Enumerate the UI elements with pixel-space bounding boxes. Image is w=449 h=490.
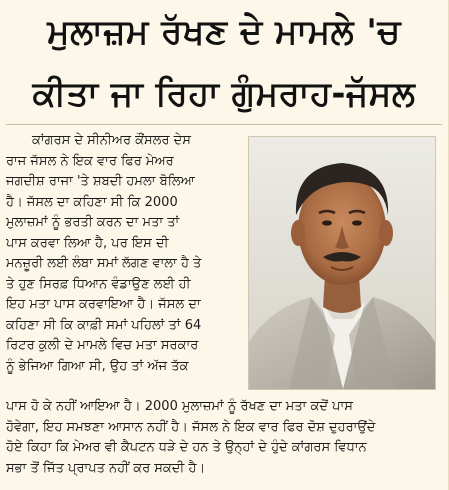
headline-line-1: ਮੁਲਾਜ਼ਮ ਰੱਖਣ ਦੇ ਮਾਮਲੇ 'ਚ	[47, 12, 401, 52]
article-line: ਰਾਜ ਜੱਸਲ ਨੇ ਇਕ ਵਾਰ ਫਿਰ ਮੇਅਰ	[6, 153, 174, 169]
article-line: ਪਾਸ ਹੋ ਕੇ ਨਹੀਂ ਆਇਆ ਹੈ। 2000 ਮੁਲਾਜ਼ਮਾਂ ਨੂੰ ਰੱਖਣ ਦਾ ਮਤਾ ਕਦੋਂ ਪਾਸ	[6, 399, 353, 414]
article-line: ਹੋਵੇਗਾ, ਇਹ ਸਮਝਣਾ ਆਸਾਨ ਨਹੀਂ ਹੈ। ਜੱਸਲ ਨੇ ਇਕ ਵਾਰ ਫਿਰ ਦੋਸ਼ ਦੁਹਰਾਉਂਦੇ	[6, 419, 376, 435]
portrait-photo	[248, 136, 436, 390]
article-line: ਕਾਂਗਰਸ ਦੇ ਸੀਨੀਅਰ ਕੌਂਸਲਰ ਦੇਸ	[32, 133, 191, 148]
article-line: ਪਾਸ ਕਰਵਾ ਲਿਆ ਹੈ, ਪਰ ਇਸ ਦੀ	[6, 235, 169, 251]
article-line: ਰਿਟਰ ਕੁਲੀ ਦੇ ਮਾਮਲੇ ਵਿਚ ਮਤਾ ਸਰਕਾਰ	[6, 338, 199, 353]
article-line: ਨੂੰ ਭੇਜਿਆ ਗਿਆ ਸੀ, ਉਹ ਤਾਂ ਅੱਜ ਤੱਕ	[6, 358, 189, 374]
article-line: ਕਹਿਣਾ ਸੀ ਕਿ ਕਾਫ਼ੀ ਸਮਾਂ ਪਹਿਲਾਂ ਤਾਂ 64	[6, 317, 202, 333]
article-column-text	[6, 131, 242, 377]
portrait-illustration	[249, 137, 435, 389]
article-line: ਜਗਦੀਸ਼ ਰਾਜਾ 'ਤੇ ਸ਼ਬਦੀ ਹਮਲਾ ਬੋਲਿਆ	[6, 174, 195, 189]
article-line: ਮਨਜ਼ੂਰੀ ਲਈ ਲੰਬਾ ਸਮਾਂ ਲੱਗਣ ਵਾਲਾ ਹੈ ਤੇ	[6, 256, 202, 271]
article-line: ਹੈ। ਜੱਸਲ ਦਾ ਕਹਿਣਾ ਸੀ ਕਿ 2000	[6, 194, 178, 210]
headline-divider	[6, 124, 442, 125]
article-line: ਤੇ ਹੁਣ ਸਿਰਫ਼ ਧਿਆਨ ਵੰਡਾਉਣ ਲਈ ਹੀ	[6, 276, 191, 292]
article-full-width-text	[6, 397, 438, 479]
article-line: ਸਭਾ ਤੋਂ ਜਿੱਤ ਪ੍ਰਾਪਤ ਨਹੀਂ ਕਰ ਸਕਦੀ ਹੈ।	[6, 460, 206, 476]
article-line: ਇਹ ਮਤਾ ਪਾਸ ਕਰਵਾਇਆ ਹੈ। ਜੱਸਲ ਦਾ	[6, 297, 201, 312]
headline-line-2: ਕੀਤਾ ਜਾ ਰਿਹਾ ਗੁੰਮਰਾਹ-ਜੱਸਲ	[32, 74, 416, 114]
article-line: ਮੁਲਾਜ਼ਮਾਂ ਨੂੰ ਭਰਤੀ ਕਰਨ ਦਾ ਮਤਾ ਤਾਂ	[6, 215, 180, 230]
article-line: ਹੋਏ ਕਿਹਾ ਕਿ ਮੇਅਰ ਵੀ ਕੈਪਟਨ ਧੜੇ ਦੇ ਹਨ ਤੇ ਉਨ੍ਹਾਂ ਦੇ ਹੁੰਦੇ ਕਾਂਗਰਸ ਵਿਧਾਨ	[6, 440, 367, 455]
